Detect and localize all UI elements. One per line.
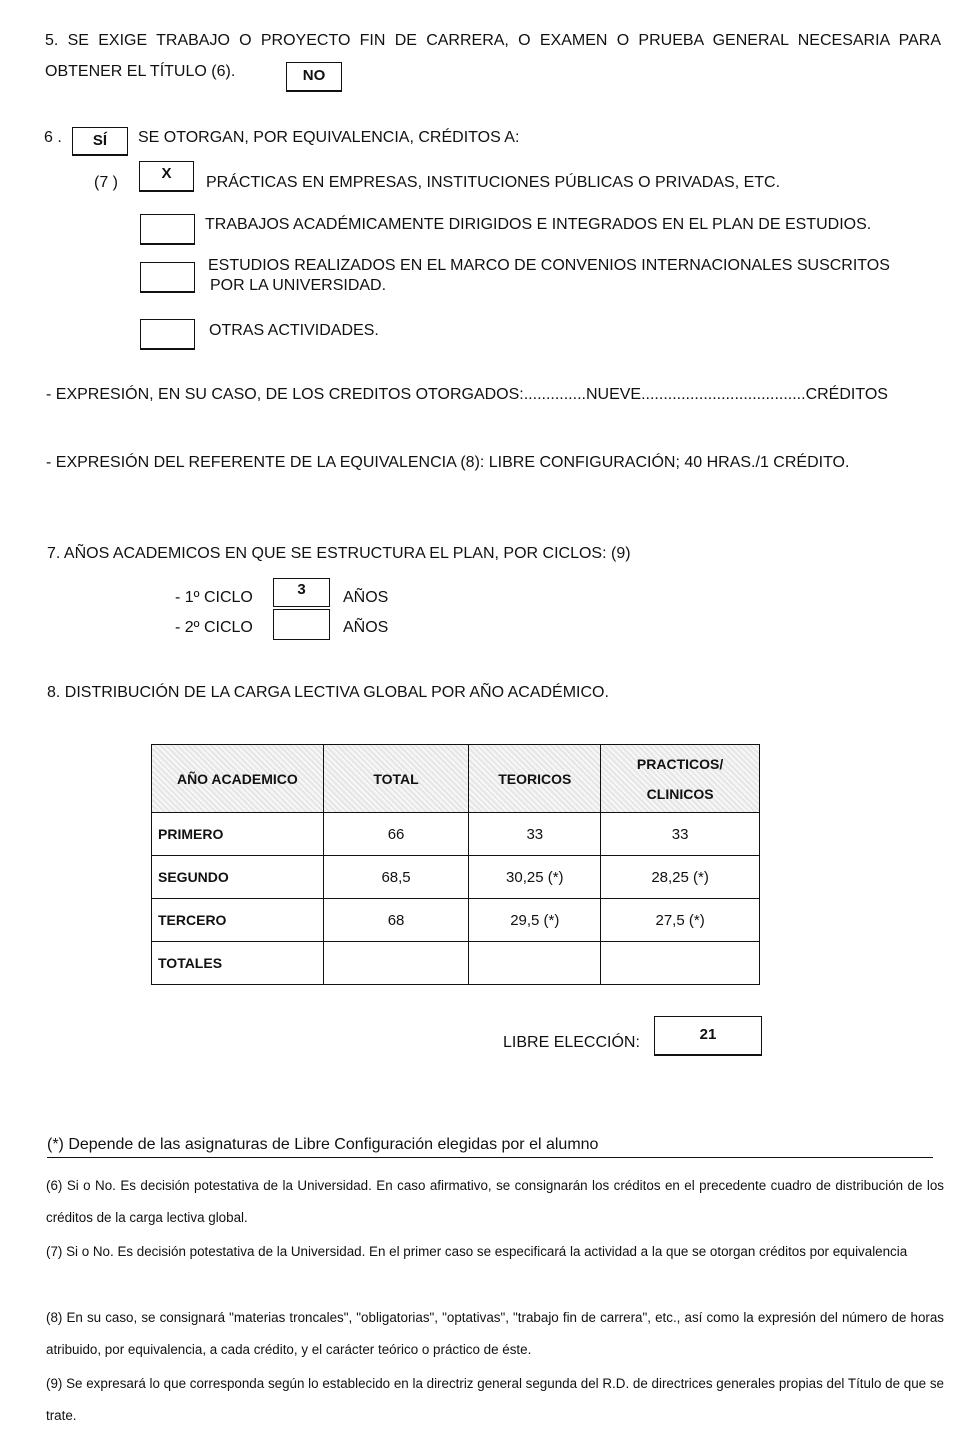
- section6-answer-box: SÍ: [72, 127, 128, 156]
- row-practicos: 33: [601, 813, 760, 856]
- footnote-8: (8) En su caso, se consignará "materias troncales", "obligatorias", "optativas", "trabajo fin de carrera", etc., así como la expresión del número de horas atribuido, por equivalencia, a cada crédito, y el carácter teórico o práctico de éste.: [46, 1310, 944, 1357]
- option-label-3-line2: POR LA UNIVERSIDAD.: [210, 277, 387, 294]
- section5-line1: 5. SE EXIGE TRABAJO O PROYECTO FIN DE CARRERA, O EXAMEN O PRUEBA GENERAL NECESARIA PARA: [45, 32, 941, 49]
- option-label-1: PRÁCTICAS EN EMPRESAS, INSTITUCIONES PÚBLICAS O PRIVADAS, ETC.: [206, 174, 781, 191]
- row-year: TOTALES: [152, 942, 324, 985]
- option-checkbox-4: [140, 319, 195, 350]
- table-row: [152, 856, 760, 899]
- row-practicos: 28,25 (*): [601, 856, 760, 899]
- table-row-totals: [152, 942, 760, 985]
- column-header-practicos-line1: PRACTICOS/: [636, 755, 724, 772]
- footnote-7: (7) Si o No. Es decisión potestativa de la Universidad. En el primer caso se especificará la actividad a la que se otorgan créditos por equivalencia: [46, 1244, 908, 1259]
- row-year: TERCERO: [152, 899, 324, 942]
- row-practicos: 27,5 (*): [601, 899, 760, 942]
- section7-heading: 7. AÑOS ACADEMICOS EN QUE SE ESTRUCTURA EL PLAN, POR CICLOS: (9): [47, 545, 631, 562]
- referente-equivalencia-line: - EXPRESIÓN DEL REFERENTE DE LA EQUIVALENCIA (8): LIBRE CONFIGURACIÓN; 40 HRAS./1 CRÉDITO.: [46, 454, 850, 471]
- table-row: [152, 899, 760, 942]
- ciclo2-unit: AÑOS: [343, 619, 389, 636]
- ciclo2-value-box: [273, 609, 330, 640]
- section5-line2: OBTENER EL TÍTULO (6).: [45, 63, 236, 80]
- section5-answer-box: NO: [286, 62, 342, 92]
- row-year: PRIMERO: [152, 813, 324, 856]
- asterisk-note: (*) Depende de las asignaturas de Libre Configuración elegidas por el alumno: [47, 1136, 599, 1153]
- option-label-4: OTRAS ACTIVIDADES.: [209, 322, 379, 339]
- row-practicos: [601, 942, 760, 985]
- column-header-teoricos: TEORICOS: [469, 745, 601, 813]
- row-teoricos: 29,5 (*): [469, 899, 601, 942]
- row-total: 68: [323, 899, 469, 942]
- footnote-9: (9) Se expresará lo que corresponda según lo establecido en la directriz general segunda del R.D. de directrices generales propias del Título de que se trate.: [46, 1376, 944, 1423]
- asterisk-note-underline: [47, 1157, 933, 1158]
- option-label-2: TRABAJOS ACADÉMICAMENTE DIRIGIDOS E INTEGRADOS EN EL PLAN DE ESTUDIOS.: [205, 216, 872, 233]
- ciclo1-unit: AÑOS: [343, 589, 389, 606]
- ciclo1-label: - 1º CICLO: [175, 589, 253, 606]
- libre-eleccion-label: LIBRE ELECCIÓN:: [503, 1034, 640, 1051]
- table-row: [152, 813, 760, 856]
- section8-heading: 8. DISTRIBUCIÓN DE LA CARGA LECTIVA GLOBAL POR AÑO ACADÉMICO.: [47, 684, 609, 701]
- row-teoricos: [469, 942, 601, 985]
- row-teoricos: 30,25 (*): [469, 856, 601, 899]
- footnote-6: (6) Si o No. Es decisión potestativa de la Universidad. En caso afirmativo, se consignarán los créditos en el precedente cuadro de distribución de los créditos de la carga lectiva global.: [46, 1178, 944, 1225]
- table-header-row: [152, 745, 760, 813]
- option-label-3: ESTUDIOS REALIZADOS EN EL MARCO DE CONVENIOS INTERNACIONALES SUSCRITOS: [208, 257, 890, 274]
- row-total: 66: [323, 813, 469, 856]
- row-total: 68,5: [323, 856, 469, 899]
- option-checkbox-2: [140, 214, 195, 245]
- ciclo1-value-box: 3: [273, 578, 330, 607]
- option-checkbox-3: [140, 262, 195, 293]
- section6-heading: SE OTORGAN, POR EQUIVALENCIA, CRÉDITOS A:: [138, 129, 520, 146]
- column-header-practicos: [601, 745, 760, 813]
- libre-eleccion-value-box: 21: [654, 1016, 762, 1056]
- row-total: [323, 942, 469, 985]
- creditos-otorgados-line: - EXPRESIÓN, EN SU CASO, DE LOS CREDITOS OTORGADOS:..............NUEVE.....................................CRÉDITOS: [46, 386, 888, 403]
- carga-lectiva-table: [151, 744, 760, 985]
- section6-ref: (7 ): [94, 174, 118, 191]
- row-year: SEGUNDO: [152, 856, 324, 899]
- column-header-year: AÑO ACADEMICO: [152, 745, 324, 813]
- column-header-total: TOTAL: [323, 745, 469, 813]
- row-teoricos: 33: [469, 813, 601, 856]
- section6-number: 6 .: [44, 129, 62, 146]
- option-checkbox-1: X: [139, 161, 194, 192]
- column-header-practicos-line2: CLINICOS: [646, 785, 714, 802]
- ciclo2-label: - 2º CICLO: [175, 619, 253, 636]
